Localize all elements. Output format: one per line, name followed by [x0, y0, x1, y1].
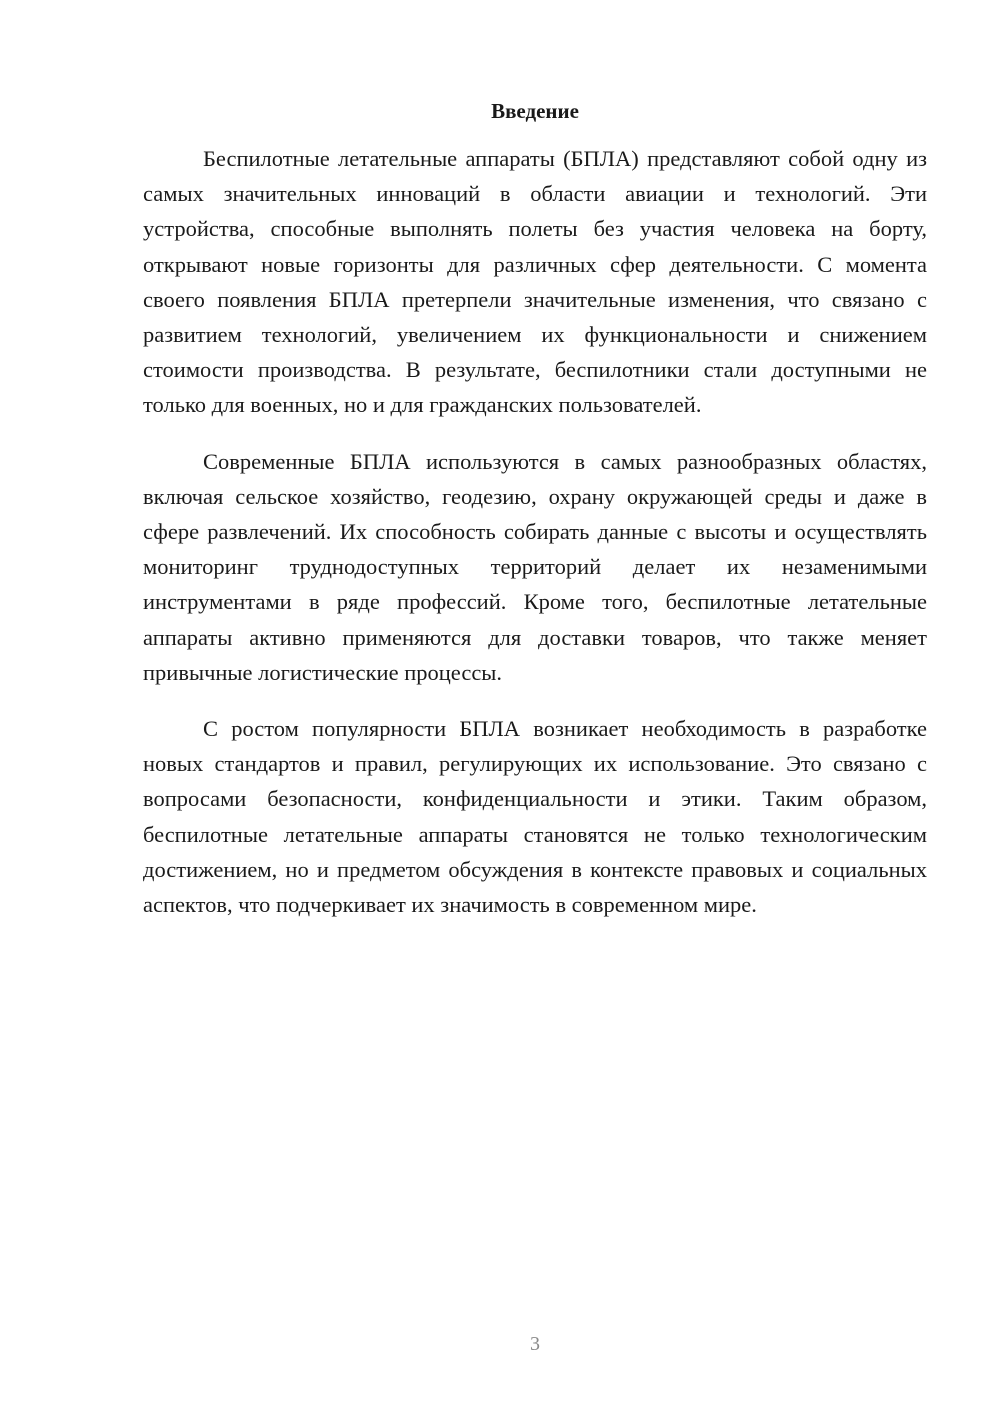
paragraph-3: С ростом популярности БПЛА возникает необходимость в разработке новых стандартов и правил, регулирующих их использование. Это связано с вопросами безопасности, конфиденциальности и этики. Таким образом, беспилотные летательные аппараты становятся не только технологическим достижением, но и предметом обсуждения в контексте правовых и социальных аспектов, что подчеркивает их значимость в современном мире.	[143, 716, 927, 918]
section-heading: Введение	[491, 99, 579, 123]
page-number: 3	[530, 1333, 540, 1355]
paragraph-2: Современные БПЛА используются в самых разнообразных областях, включая сельское хозяйство, геодезию, охрану окружающей среды и даже в сфере развлечений. Их способность собирать данные с высоты и осуществлять мониторинг труднодоступных территорий делает их незаменимыми инструментами в ряде профессий. Кроме того, беспилотные летательные аппараты активно применяются для доставки товаров, что также меняет привычные логистические процессы.	[143, 448, 927, 685]
paragraph-1: Беспилотные летательные аппараты (БПЛА) представляют собой одну из самых значительных инноваций в области авиации и технологий. Эти устройства, способные выполнять полеты без участия человека на борту, открывают новые горизонты для различных сфер деятельности. С момента своего появления БПЛА претерпели значительные изменения, что связано с развитием технологий, увеличением их функциональности и снижением стоимости производства. В результате, беспилотники стали доступными не только для военных, но и для гражданских пользователей.	[143, 146, 927, 418]
body-text	[143, 141, 927, 922]
